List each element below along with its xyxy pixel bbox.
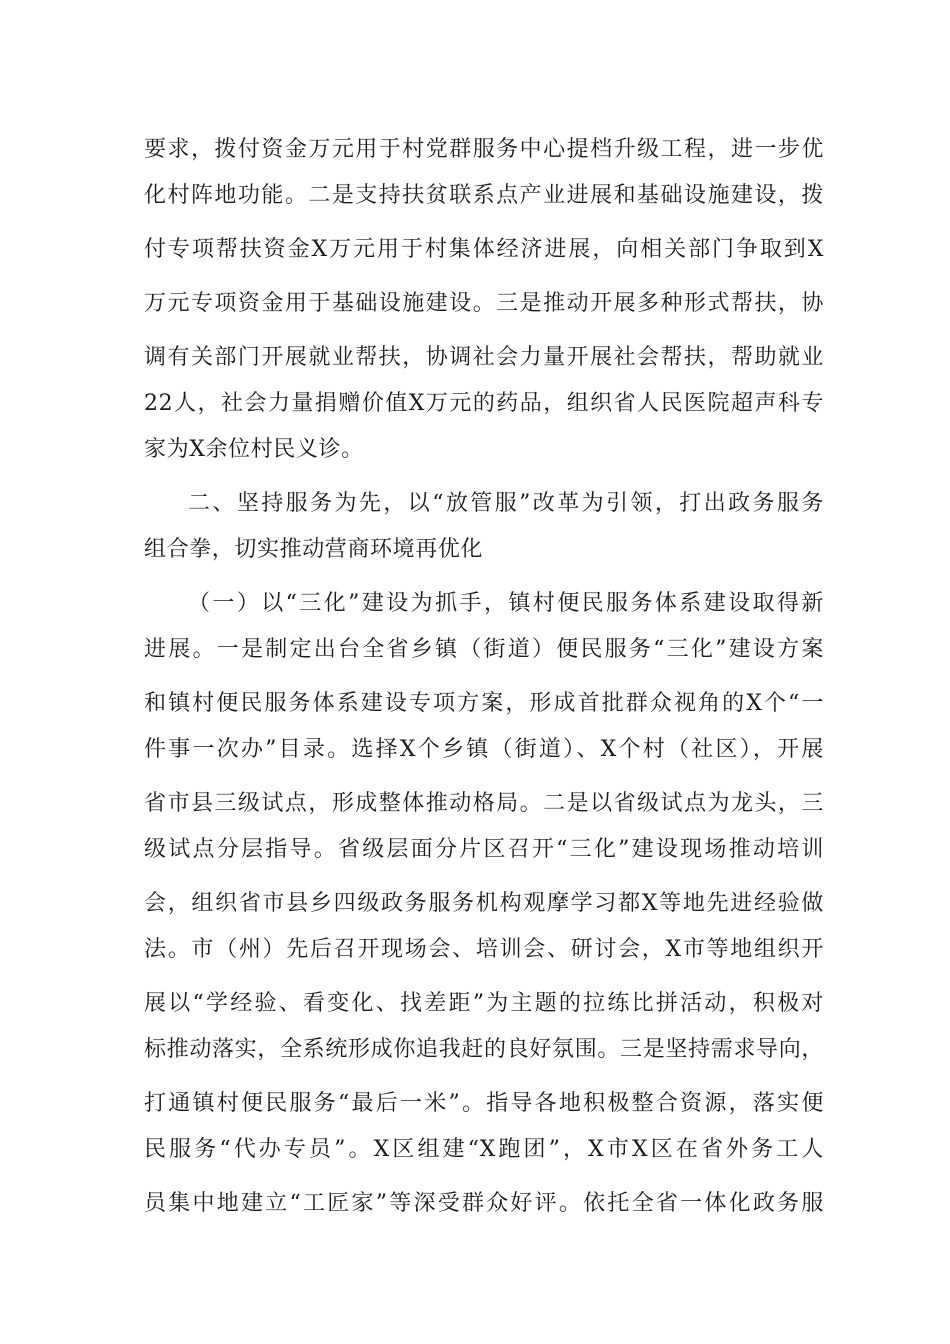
text-line: 件事一次办”目录。选择X个乡镇（街道）、X个村（社区），开展 (144, 737, 824, 762)
text-line: 级试点分层指导。省级层面分片区召开“三化”建设现场推动培训 (144, 837, 824, 862)
section-heading-line: 组合拳，切实推动营商环境再优化 (144, 537, 484, 562)
text-line: 标推动落实，全系统形成你追我赶的良好氛围。三是坚持需求导向， (144, 1037, 824, 1062)
text-line: 法。市（州）先后召开现场会、培训会、研讨会，X市等地组织开 (144, 937, 824, 962)
text-line: 省市县三级试点，形成整体推动格局。二是以省级试点为龙头，三 (144, 791, 824, 816)
text-line: 进展。一是制定出台全省乡镇（街道）便民服务“三化”建设方案 (144, 637, 824, 662)
text-line: 和镇村便民服务体系建设专项方案，形成首批群众视角的X个“一 (144, 691, 824, 716)
text-line: 22人，社会力量捐赠价值X万元的药品，组织省人民医院超声科专 (144, 391, 824, 416)
text-line: 要求，拨付资金万元用于村党群服务中心提档升级工程，进一步优 (144, 137, 824, 162)
text-line: 打通镇村便民服务“最后一米”。指导各地积极整合资源，落实便 (144, 1091, 824, 1116)
text-line: 员集中地建立“工匠家”等深受群众好评。依托全省一体化政务服 (144, 1191, 824, 1216)
text-line: 调有关部门开展就业帮扶，协调社会力量开展社会帮扶，帮助就业 (144, 345, 824, 370)
text-line: 付专项帮扶资金X万元用于村集体经济进展，向相关部门争取到X (144, 237, 824, 262)
text-line: 万元专项资金用于基础设施建设。三是推动开展多种形式帮扶，协 (144, 291, 824, 316)
text-line: 民服务“代办专员”。X区组建“X跑团”，X市X区在省外务工人 (144, 1137, 824, 1162)
text-line: 化村阵地功能。二是支持扶贫联系点产业进展和基础设施建设，拨 (144, 183, 824, 208)
text-line: 展以“学经验、看变化、找差距”为主题的拉练比拼活动，积极对 (144, 991, 824, 1016)
section-heading-line: 二、坚持服务为先，以“放管服”改革为引领，打出政务服务 (188, 491, 824, 516)
text-line: 会，组织省市县乡四级政务服务机构观摩学习都X等地先进经验做 (144, 891, 824, 916)
text-line: 家为X余位村民义诊。 (144, 437, 364, 462)
text-line: （一）以“三化”建设为抓手，镇村便民服务体系建设取得新 (188, 591, 824, 616)
